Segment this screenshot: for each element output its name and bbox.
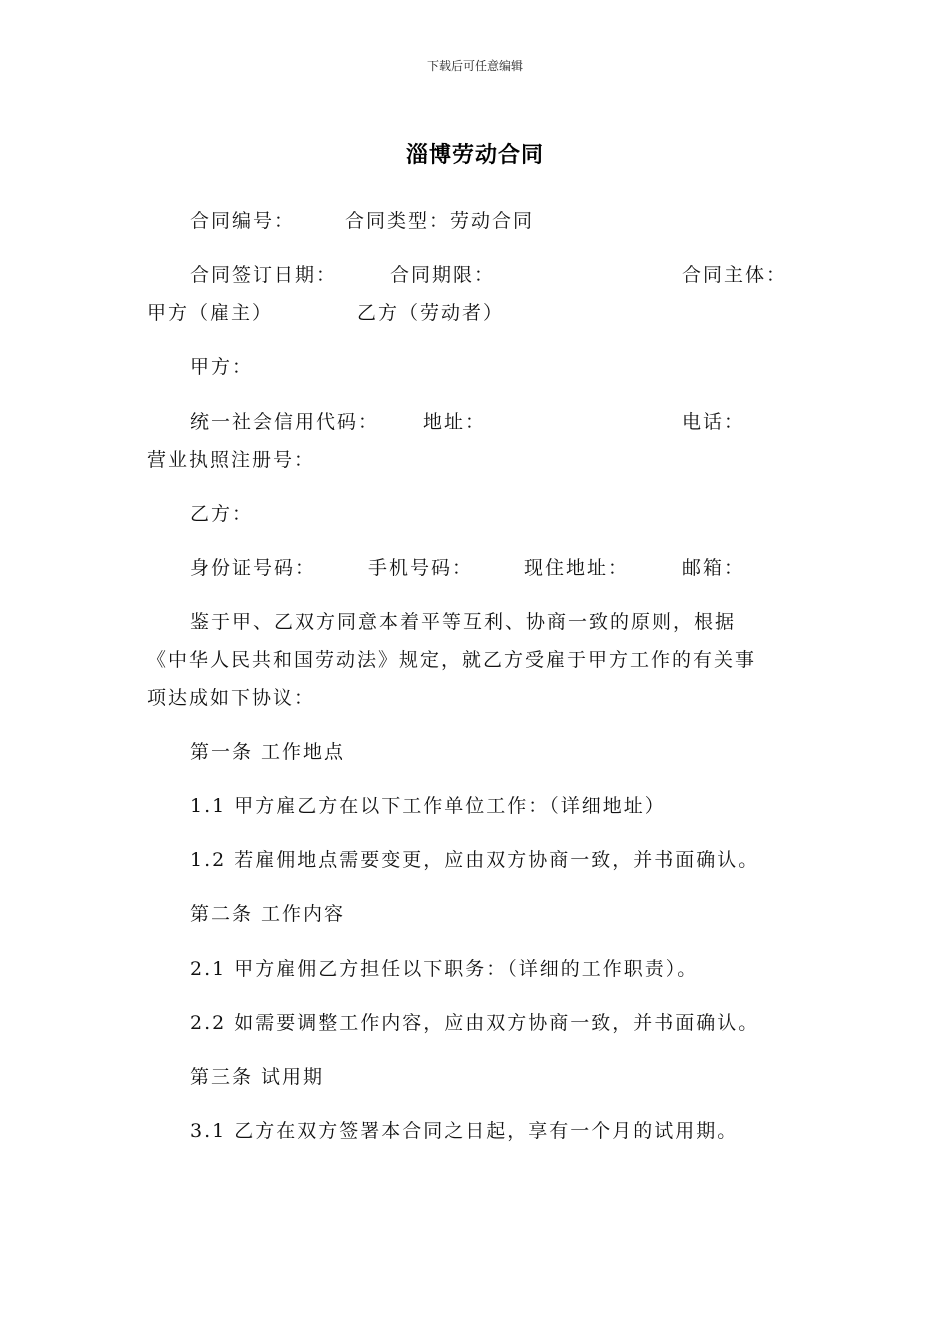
current-address-label: 现住地址： — [524, 557, 630, 579]
mobile-label: 手机号码： — [368, 557, 474, 579]
contract-no-label: 合同编号： — [190, 210, 296, 232]
article-clause: 1.2 若雇佣地点需要变更，应由双方协商一致，并书面确认。 — [190, 849, 760, 871]
document-title: 淄博劳动合同 — [405, 143, 544, 168]
subject-label: 合同主体： — [682, 264, 788, 286]
preamble-line: 《中华人民共和国劳动法》规定，就乙方受雇于甲方工作的有关事 — [147, 649, 757, 671]
party-b-worker: 乙方（劳动者） — [357, 302, 505, 324]
article-title: 第三条 试用期 — [190, 1066, 325, 1088]
preamble-line: 项达成如下协议： — [147, 687, 316, 709]
article-clause: 3.1 乙方在双方签署本合同之日起，享有一个月的试用期。 — [190, 1120, 739, 1142]
credit-code-label: 统一社会信用代码： — [190, 411, 380, 433]
phone-label: 电话： — [682, 411, 746, 433]
email-label: 邮箱： — [682, 557, 746, 579]
term-label: 合同期限： — [390, 264, 496, 286]
article-clause: 2.2 如需要调整工作内容，应由双方协商一致，并书面确认。 — [190, 1012, 760, 1034]
preamble-line: 鉴于甲、乙双方同意本着平等互利、协商一致的原则，根据 — [190, 611, 737, 633]
party-a-label: 甲方： — [190, 356, 254, 378]
article-clause: 1.1 甲方雇乙方在以下工作单位工作：（详细地址） — [190, 795, 666, 817]
sign-date-label: 合同签订日期： — [190, 264, 338, 286]
article-clause: 2.1 甲方雇佣乙方担任以下职务：（详细的工作职责）。 — [190, 958, 699, 980]
header-note: 下载后可任意编辑 — [426, 59, 523, 73]
article-title: 第二条 工作内容 — [190, 903, 346, 925]
article-title: 第一条 工作地点 — [190, 741, 346, 763]
id-no-label: 身份证号码： — [190, 557, 317, 579]
party-a-employer: 甲方（雇主） — [147, 302, 274, 324]
contract-type-label: 合同类型：劳动合同 — [345, 210, 535, 232]
business-license-label: 营业执照注册号： — [147, 449, 316, 471]
party-b-label: 乙方： — [190, 503, 254, 525]
address-label: 地址： — [423, 411, 487, 433]
